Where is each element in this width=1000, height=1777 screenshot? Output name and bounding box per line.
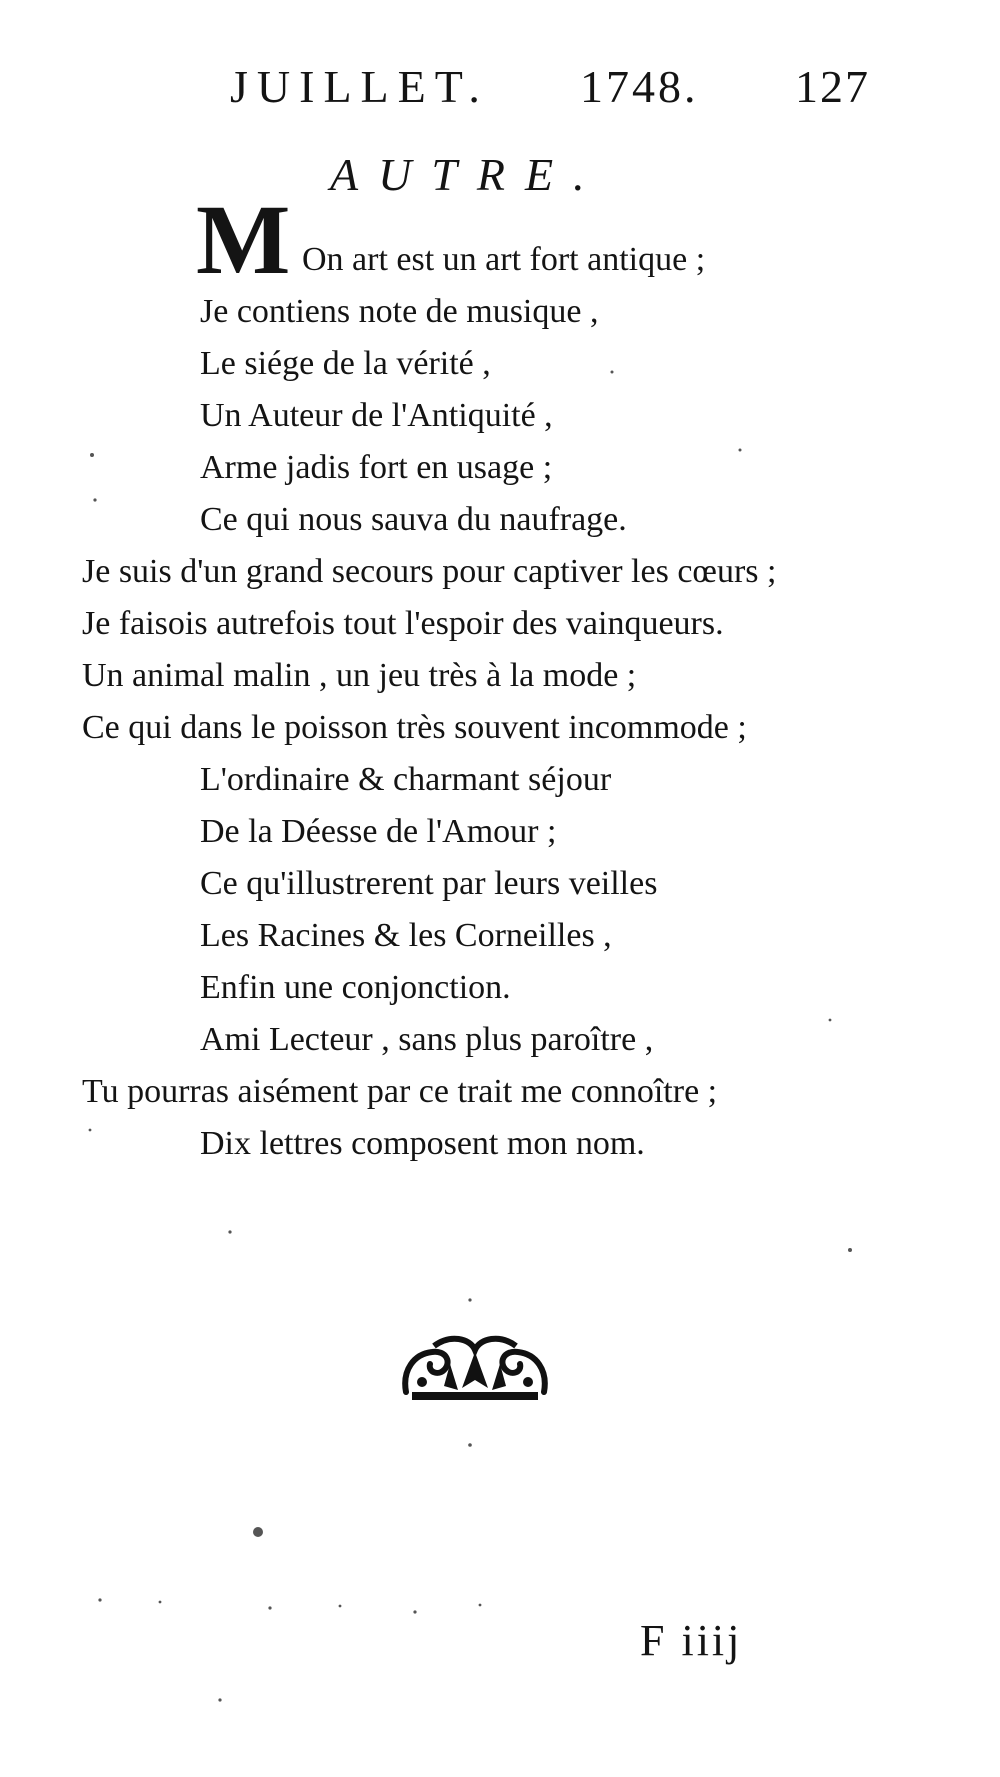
poem-line: Je suis d'un grand secours pour captiver les cœurs ; [82, 553, 777, 590]
poem-line: Je faisois autrefois tout l'espoir des vainqueurs. [82, 605, 724, 642]
poem-line: Je contiens note de musique , [200, 293, 599, 330]
page-number: 127 [795, 61, 870, 112]
running-header [0, 52, 1000, 122]
poem-line: Un animal malin , un jeu très à la mode ; [82, 657, 637, 694]
poem-line: Ami Lecteur , sans plus paroître , [200, 1021, 654, 1058]
poem-line: Les Racines & les Corneilles , [200, 917, 612, 954]
signature-mark: F iiij [640, 1616, 743, 1665]
poem-title: AUTRE. [330, 149, 605, 200]
poem-line: Ce qui dans le poisson très souvent incommode ; [82, 709, 747, 746]
poem-line: On art est un art fort antique ; [302, 241, 706, 278]
poem-line: Enfin une conjonction. [200, 969, 511, 1006]
drop-cap: M [196, 184, 291, 295]
poem-line: Un Auteur de l'Antiquité , [200, 397, 553, 434]
poem-line: Ce qui nous sauva du naufrage. [200, 501, 627, 538]
poem-line: Le siége de la vérité , [200, 345, 491, 382]
header-month: JUILLET. [230, 61, 489, 112]
header-year: 1748. [580, 61, 699, 112]
poem-line: Arme jadis fort en usage ; [200, 449, 553, 486]
poem-line: L'ordinaire & charmant séjour [200, 761, 612, 798]
poem-line: Tu pourras aisément par ce trait me connoître ; [82, 1073, 718, 1110]
poem-line: Dix lettres composent mon nom. [200, 1125, 645, 1162]
poem-line: De la Déesse de l'Amour ; [200, 813, 557, 850]
poem-line: Ce qu'illustrerent par leurs veilles [200, 865, 658, 902]
fleuron-ornament-icon [400, 1330, 550, 1410]
